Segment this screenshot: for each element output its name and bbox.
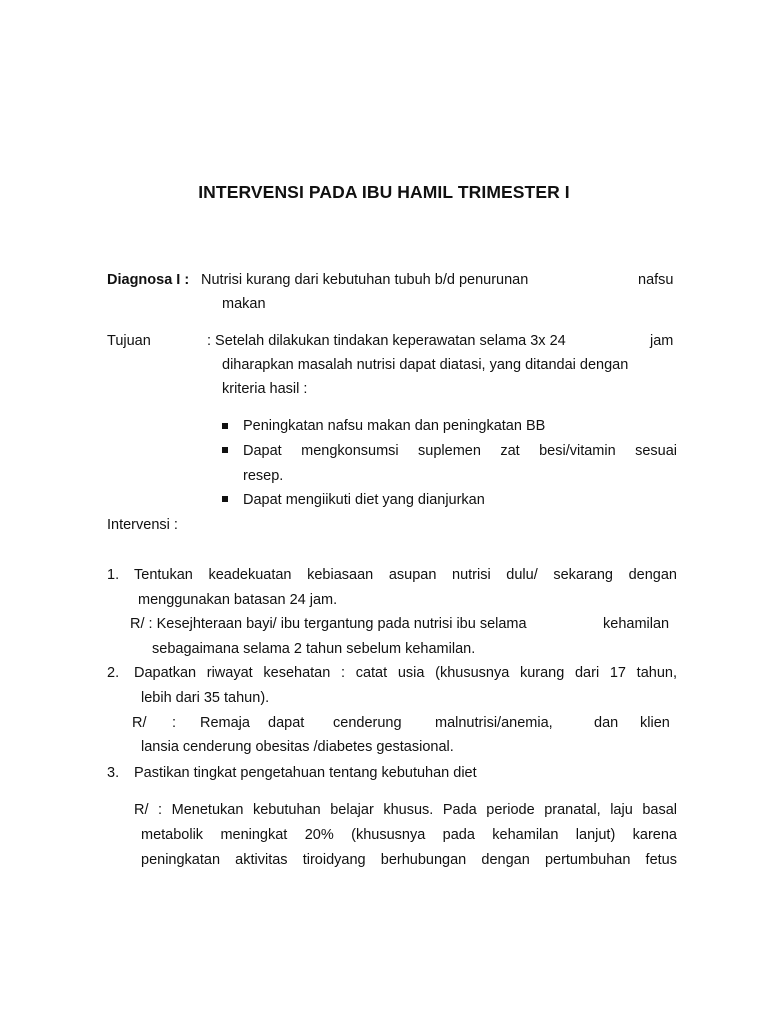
item-number: 2.	[107, 665, 120, 681]
bullet-square-icon	[222, 447, 228, 453]
tujuan-line-1-end: jam	[650, 333, 674, 349]
tujuan-line-3: kriteria hasil :	[222, 381, 308, 397]
tujuan-line-2: diharapkan masalah nutrisi dapat diatasi, yang ditandai dengan	[222, 357, 629, 373]
item-2-rationale-word: dapat	[268, 715, 305, 731]
item-2-rationale-line-2: lansia cenderung obesitas /diabetes gestasional.	[141, 739, 454, 755]
criteria-item-continuation: resep.	[243, 468, 284, 484]
item-3-rationale-line-1: R/ : Menetukan kebutuhan belajar khusus. Pada periode pranatal, laju basal	[134, 802, 677, 818]
page-title: INTERVENSI PADA IBU HAMIL TRIMESTER I	[198, 182, 570, 202]
item-2-rationale-word: R/	[132, 715, 147, 731]
item-1-line-1: Tentukan keadekuatan kebiasaan asupan nutrisi dulu/ sekarang dengan	[134, 567, 677, 583]
tujuan-label: Tujuan	[107, 333, 151, 349]
item-2-rationale-word: dan	[594, 715, 619, 731]
diagnosa-line-1: Nutrisi kurang dari kebutuhan tubuh b/d penurunan	[201, 272, 529, 288]
item-2-rationale-word: malnutrisi/anemia,	[435, 715, 553, 731]
item-2-rationale-word: Remaja	[200, 715, 250, 731]
criteria-item: Dapat mengiikuti diet yang dianjurkan	[243, 492, 485, 508]
item-1-rationale-line-1-end: kehamilan	[603, 616, 670, 632]
item-2-line-2: lebih dari 35 tahun).	[141, 690, 270, 706]
intervensi-label: Intervensi :	[107, 517, 178, 533]
criteria-item: Dapat mengkonsumsi suplemen zat besi/vitamin sesuai	[243, 443, 677, 459]
item-1-rationale-line-1: R/ : Kesejhteraan bayi/ ibu tergantung pada nutrisi ibu selama	[130, 616, 527, 632]
diagnosa-line-2: makan	[222, 296, 266, 312]
bullet-square-icon	[222, 496, 228, 502]
item-number: 1.	[107, 567, 120, 583]
item-3-line-1: Pastikan tingkat pengetahuan tentang kebutuhan diet	[134, 765, 477, 781]
bullet-square-icon	[222, 423, 228, 429]
item-2-line-1: Dapatkan riwayat kesehatan : catat usia (khususnya kurang dari 17 tahun,	[134, 665, 677, 681]
item-number: 3.	[107, 765, 120, 781]
diagnosa-label: Diagnosa I :	[107, 272, 190, 288]
item-1-line-2: menggunakan batasan 24 jam.	[138, 592, 338, 608]
criteria-item: Peningkatan nafsu makan dan peningkatan BB	[243, 418, 546, 434]
diagnosa-line-1-end: nafsu	[638, 272, 674, 288]
item-3-rationale-line-2: metabolik meningkat 20% (khususnya pada kehamilan lanjut) karena	[141, 827, 677, 843]
item-2-rationale-word: :	[172, 715, 177, 731]
item-1-rationale-line-2: sebagaimana selama 2 tahun sebelum kehamilan.	[152, 641, 476, 657]
item-3-rationale-line-3: peningkatan aktivitas tiroidyang berhubungan dengan pertumbuhan fetus	[141, 852, 677, 868]
tujuan-line-1: : Setelah dilakukan tindakan keperawatan selama 3x 24	[207, 333, 566, 349]
item-2-rationale-word: klien	[640, 715, 670, 731]
item-2-rationale-word: cenderung	[333, 715, 402, 731]
